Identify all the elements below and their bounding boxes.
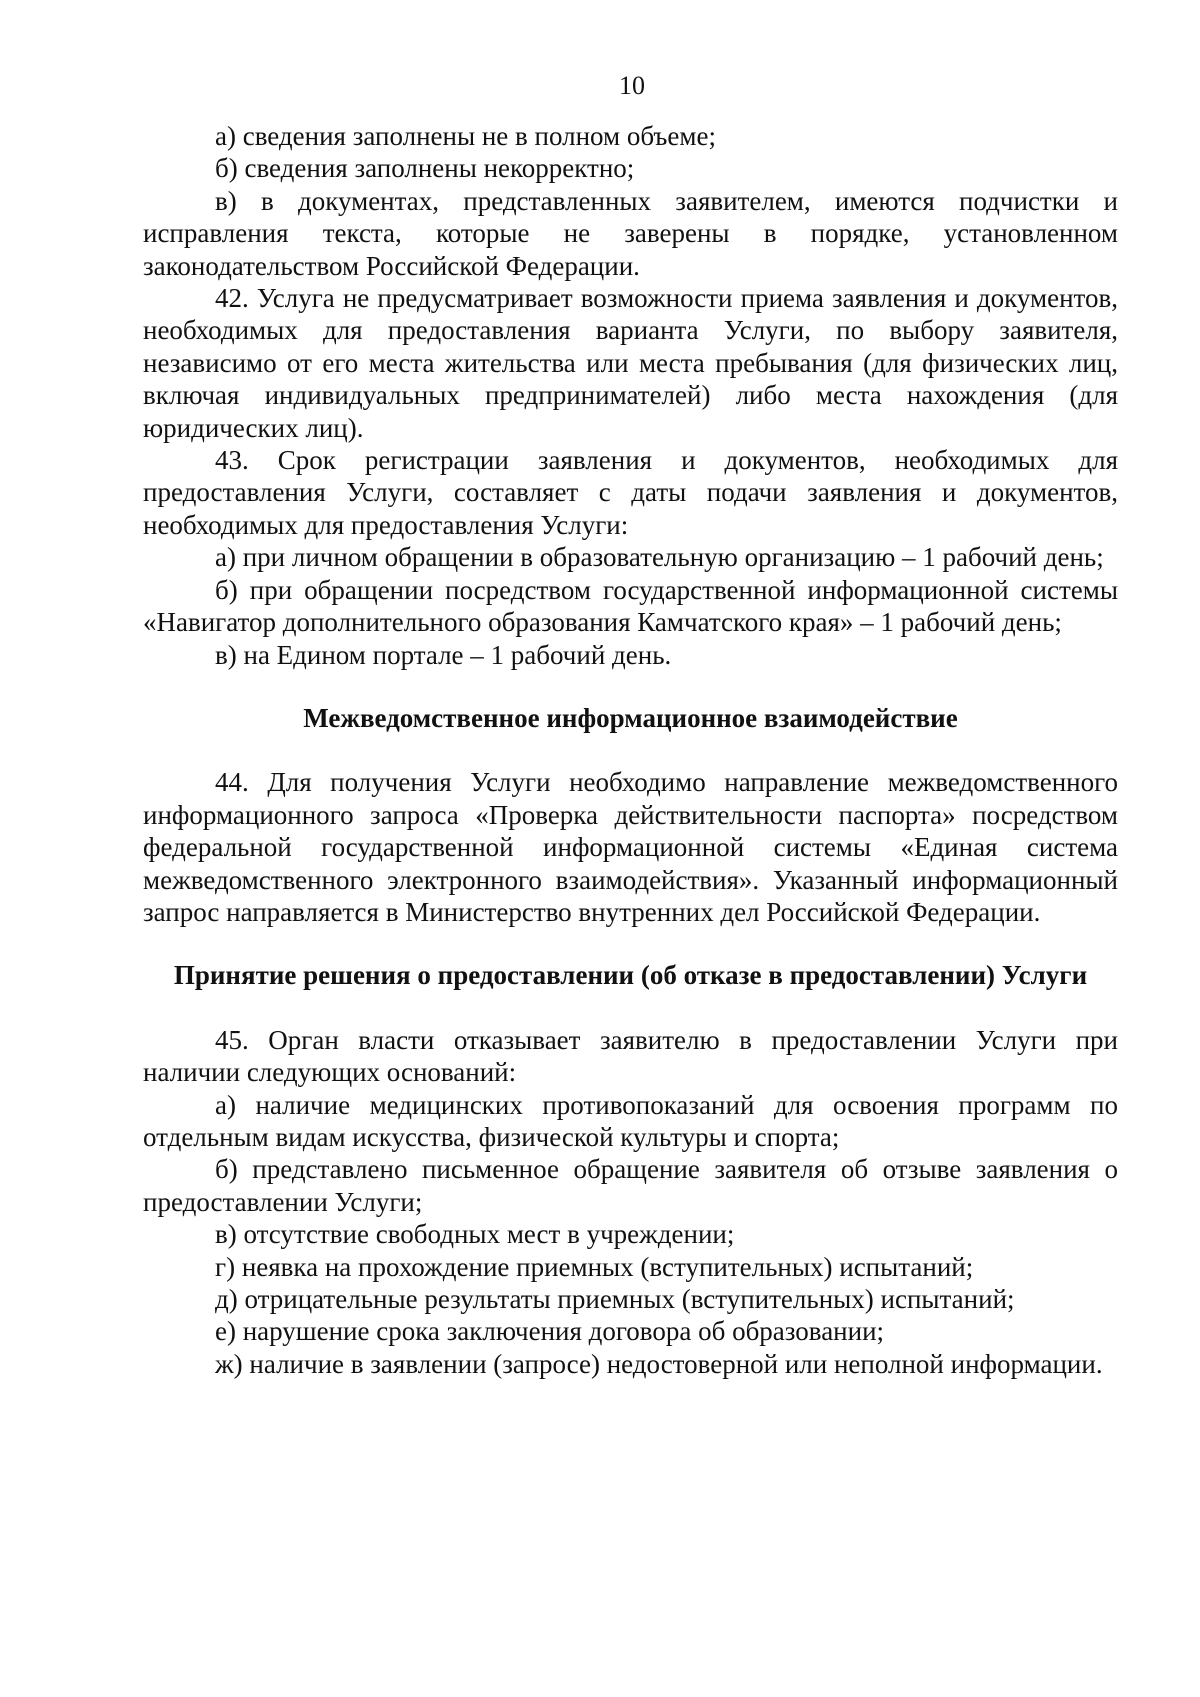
- paragraph-43v: в) на Едином портале – 1 рабочий день.: [215, 639, 672, 670]
- paragraph-45: 45. Орган власти отказывает заявителю в предоставлении Услуги при наличии следующих оснований:: [143, 1024, 1118, 1088]
- paragraph-43: 43. Срок регистрации заявления и документов, необходимых для предоставления Услуги, составляет с даты подачи заявления и документов, необходимых для предоставления Услуги:: [143, 445, 1118, 540]
- paragraph-45b: б) представлено письменное обращение заявителя об отзыве заявления о предоставлении Услуги;: [143, 1154, 1118, 1217]
- section-heading-decision: Принятие решения о предоставлении (об отказе в предоставлении) Услуги: [173, 960, 1088, 991]
- paragraph-43b: б) при обращении посредством государственной информационной системы «Навигатор дополнительного образования Камчатского края» – 1 рабочий день;: [143, 574, 1118, 638]
- paragraph-41v: в) в документах, представленных заявителем, имеются подчистки и исправления текста, которые не заверены в порядке, установленном законодательством Российской Федерации.: [143, 185, 1118, 281]
- paragraph-45g: г) неявка на прохождение приемных (вступительных) испытаний;: [215, 1251, 974, 1282]
- paragraph-45zh: ж) наличие в заявлении (запросе) недостоверной или неполной информации.: [215, 1348, 1103, 1379]
- section-heading-interagency: Межведомственное информационное взаимодействие: [303, 702, 958, 733]
- paragraph-41b: б) сведения заполнены некорректно;: [215, 153, 635, 184]
- paragraph-42: 42. Услуга не предусматривает возможности приема заявления и документов, необходимых для предоставления варианта Услуги, по выбору заявителя, независимо от его места жительства или места пребывания (для физических лиц, включая индивидуальных предпринимателей) либо места нахождения (для юридических лиц).: [143, 283, 1118, 443]
- paragraph-45d: д) отрицательные результаты приемных (вступительных) испытаний;: [215, 1284, 1015, 1314]
- document-body: [143, 120, 1118, 1380]
- paragraph-45e: е) нарушение срока заключения договора об образовании;: [215, 1316, 885, 1347]
- paragraph-41a: а) сведения заполнены не в полном объеме;: [215, 121, 716, 151]
- paragraph-45v: в) отсутствие свободных мест в учреждении;: [215, 1219, 735, 1250]
- paragraph-44: 44. Для получения Услуги необходимо направление межведомственного информационного запроса «Проверка действительности паспорта» посредством федеральной государственной информационной системы «Единая система межведомственного электронного взаимодействия». Указанный информационный запрос направляется в Министерство внутренних дел Российской Федерации.: [143, 767, 1118, 927]
- page-number: 10: [619, 71, 645, 100]
- paragraph-45a: а) наличие медицинских противопоказаний для освоения программ по отдельным видам искусства, физической культуры и спорта;: [143, 1089, 1118, 1152]
- paragraph-43a: а) при личном обращении в образовательную организацию – 1 рабочий день;: [215, 542, 1104, 573]
